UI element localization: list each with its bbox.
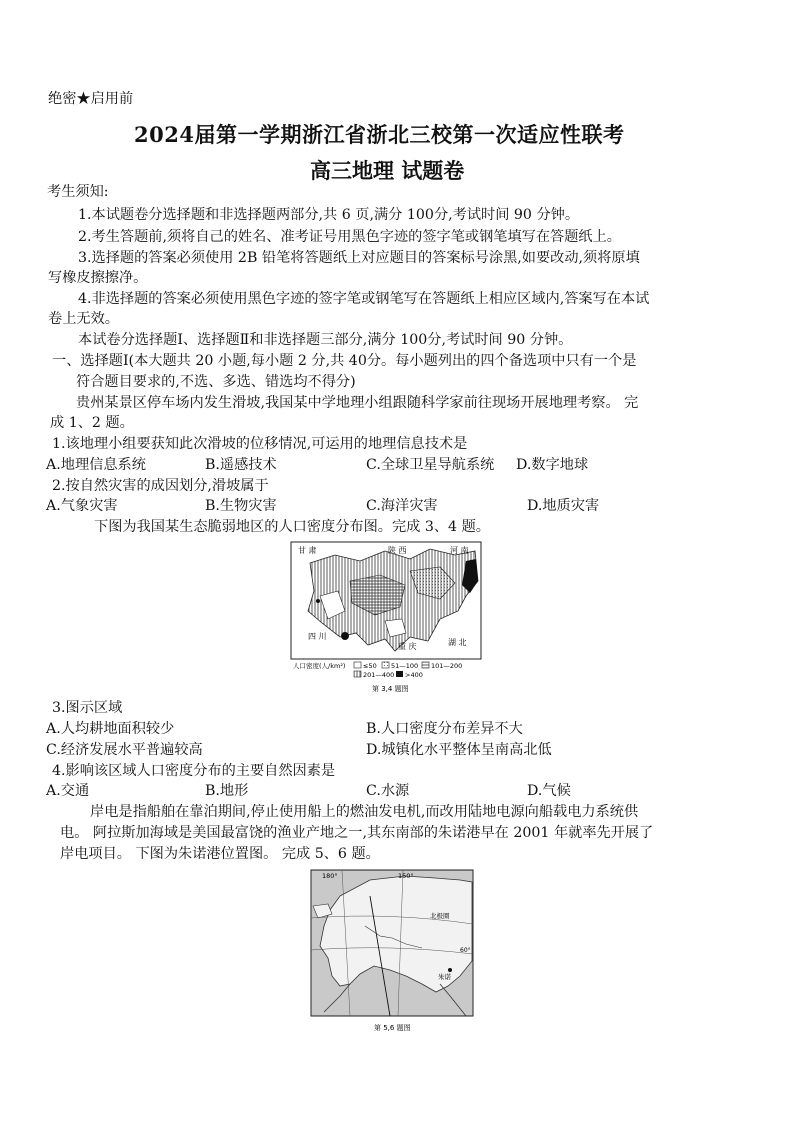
exam-title: 2024届第一学期浙江省浙北三校第一次适应性联考	[134, 122, 625, 147]
map-label: 四 川	[308, 632, 327, 641]
map-label: 150°	[398, 872, 414, 880]
q2-option-d: D.地质灾害	[527, 498, 600, 514]
notice-item: 本试卷分选择题Ⅰ、选择题Ⅱ和非选择题三部分,满分 100分,考试时间 90 分钟。	[78, 332, 573, 348]
section-heading: 一、选择题Ⅰ(本大题共 20 小题,每小题 2 分,共 40分。每小题列出的四个备选项中只有一个是	[52, 353, 637, 369]
q1-option-a: A.地理信息系统	[46, 457, 146, 473]
passage-3-cont: 电。 阿拉斯加海域是美国最富饶的渔业产地之一,其东南部的朱诺港早在 2001 年就率先开展了	[60, 825, 654, 841]
legend-entry: ≤50	[363, 662, 377, 670]
legend-entry: 201—400	[363, 671, 395, 679]
map-label: 北极圈	[430, 912, 450, 920]
q3-option-d: D.城镇化水平整体呈南高北低	[366, 742, 552, 758]
question-4-stem: 4.影响该区域人口密度分布的主要自然因素是	[52, 763, 336, 779]
q1-option-d: D.数字地球	[516, 457, 589, 473]
q1-option-c: C.全球卫星导航系统	[366, 457, 495, 473]
question-1-stem: 1.该地理小组要获知此次滑坡的位移情况,可运用的地理信息技术是	[52, 436, 468, 452]
section-heading-cont: 符合题目要求的,不选、多选、错选均不得分)	[76, 374, 356, 390]
q4-option-c: C.水源	[366, 783, 410, 799]
notice-item: 4.非选择题的答案必须使用黑色字迹的签字笔或钢笔写在答题纸上相应区域内,答案写在本试	[78, 291, 650, 307]
q2-option-b: B.生物灾害	[205, 498, 277, 514]
q3-option-a: A.人均耕地面积较少	[46, 721, 175, 737]
q4-option-d: D.气候	[527, 783, 571, 799]
map-label: 重 庆	[398, 642, 417, 651]
passage-2: 下图为我国某生态脆弱地区的人口密度分布图。完成 3、4 题。	[94, 519, 490, 535]
q2-option-a: A.气象灾害	[46, 498, 118, 514]
map-label: 湖 北	[448, 638, 467, 647]
q2-option-c: C.海洋灾害	[366, 498, 438, 514]
question-2-stem: 2.按自然灾害的成因划分,滑坡属于	[52, 478, 269, 494]
population-density-map	[290, 541, 500, 696]
q3-option-c: C.经济发展水平普遍较高	[46, 742, 203, 758]
map-label: 朱诺	[438, 973, 451, 981]
q4-option-a: A.交通	[46, 783, 90, 799]
map-caption: 第 3,4 题图	[372, 685, 409, 693]
notice-item: 1.本试题卷分选择题和非选择题两部分,共 6 页,满分 100分,考试时间 90 分钟。	[78, 207, 580, 223]
notice-item-cont: 写橡皮擦擦净。	[48, 270, 148, 286]
question-3-stem: 3.图示区域	[52, 700, 123, 716]
passage-3-cont: 岸电项目。 下图为朱诺港位置图。 完成 5、6 题。	[60, 846, 380, 862]
passage-1: 贵州某景区停车场内发生滑坡,我国某中学地理小组跟随科学家前往现场开展地理考察。 完	[76, 395, 639, 411]
q4-option-b: B.地形	[205, 783, 249, 799]
map-label: 180°	[322, 872, 338, 880]
passage-1-cont: 成 1、2 题。	[50, 415, 134, 431]
secret-mark: 绝密★启用前	[48, 91, 134, 107]
notice-item: 2.考生答题前,须将自己的姓名、准考证号用黑色字迹的签字笔或钢笔填写在答题纸上。	[78, 229, 621, 245]
notice-item: 3.选择题的答案必须使用 2B 铅笔将答题纸上对应题目的答案标号涂黑,如要改动,须将原填	[78, 250, 640, 266]
notice-item-cont: 卷上无效。	[48, 311, 119, 327]
map-legend-title: 人口密度(人/km²)	[293, 662, 346, 670]
notice-heading: 考生须知:	[47, 184, 109, 200]
legend-entry: 51—100	[391, 662, 419, 670]
q3-option-b: B.人口密度分布差异不大	[366, 721, 523, 737]
exam-subtitle: 高三地理 试题卷	[310, 158, 465, 183]
passage-3: 岸电是指船舶在靠泊期间,停止使用船上的燃油发电机,而改用陆地电源向船载电力系统供	[90, 804, 639, 820]
q1-option-b: B.遥感技术	[205, 457, 277, 473]
legend-entry: >400	[405, 671, 423, 679]
map-label: 河 南	[450, 546, 469, 555]
map-label: 60°	[460, 947, 471, 954]
map-label: 陕 西	[388, 546, 407, 555]
map-label: 甘 肃	[298, 546, 317, 555]
legend-entry: 101—200	[431, 662, 463, 670]
map-caption: 第 5,6 题图	[374, 1024, 411, 1032]
juneau-port-map	[310, 866, 490, 1036]
